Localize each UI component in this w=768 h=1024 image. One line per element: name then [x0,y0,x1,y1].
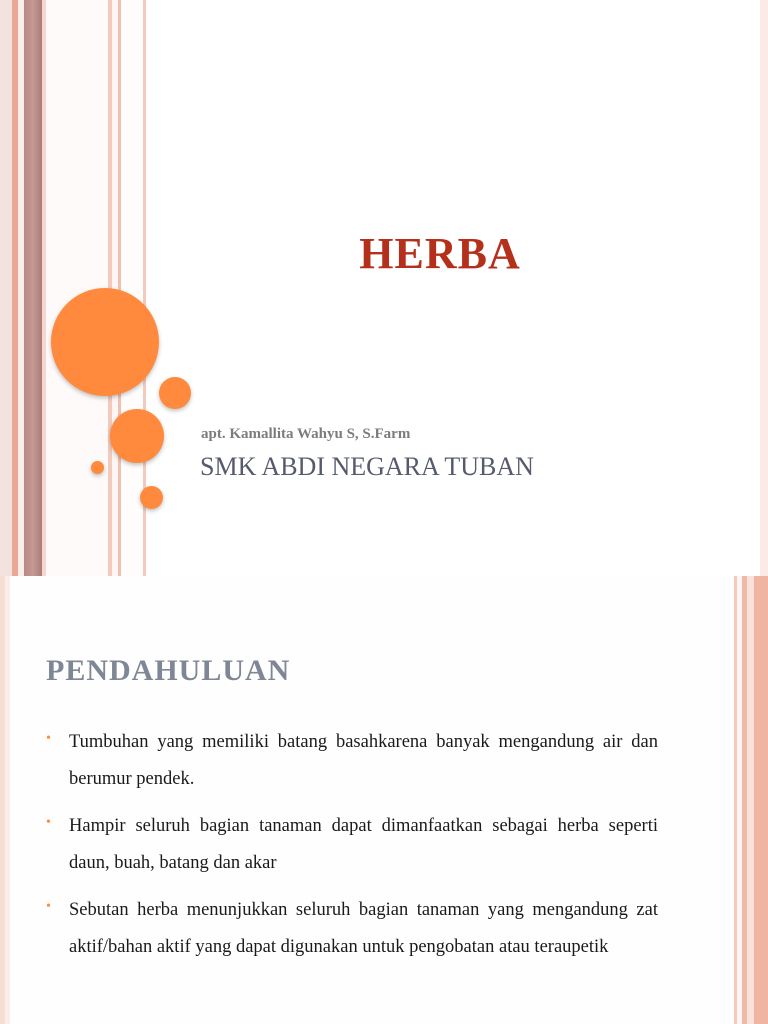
decor-stripe [0,0,12,576]
decor-stripe [747,576,754,1024]
section-heading: PENDAHULUAN [46,654,291,687]
slide-title-text: HERBA [359,229,521,278]
author-name: apt. Kamallita Wahyu S, S.Farm [201,426,411,442]
decor-stripe [760,0,768,576]
bullet-icon: • [46,899,51,914]
list-item [46,724,658,798]
school-name: SMK ABDI NEGARA TUBAN [200,452,534,481]
decor-stripe [754,576,768,1024]
bullet-icon: • [46,815,51,830]
decor-circle [91,461,104,474]
decor-stripe [121,0,143,576]
decor-stripe [24,0,42,576]
list-item [46,892,658,966]
bullet-list [46,724,658,976]
decor-stripe [5,576,10,1024]
decor-circle [110,409,164,463]
list-item [46,808,658,882]
bullet-text: Hampir seluruh bagian tanaman dapat dimanfaatkan sebagai herba seperti daun, buah, batang dan akar [69,816,658,873]
bullet-text: Sebutan herba menunjukkan seluruh bagian tanaman yang mengandung zat aktif/bahan aktif yang dapat digunakan untuk pengobatan atau teraupetik [69,900,658,957]
decor-circle [159,377,191,409]
bullet-text: Tumbuhan yang memiliki batang basahkarena banyak mengandung air dan berumur pendek. [69,732,658,789]
decor-circle [140,486,163,509]
decor-circle-large [51,288,159,396]
bullet-icon: • [46,731,51,746]
